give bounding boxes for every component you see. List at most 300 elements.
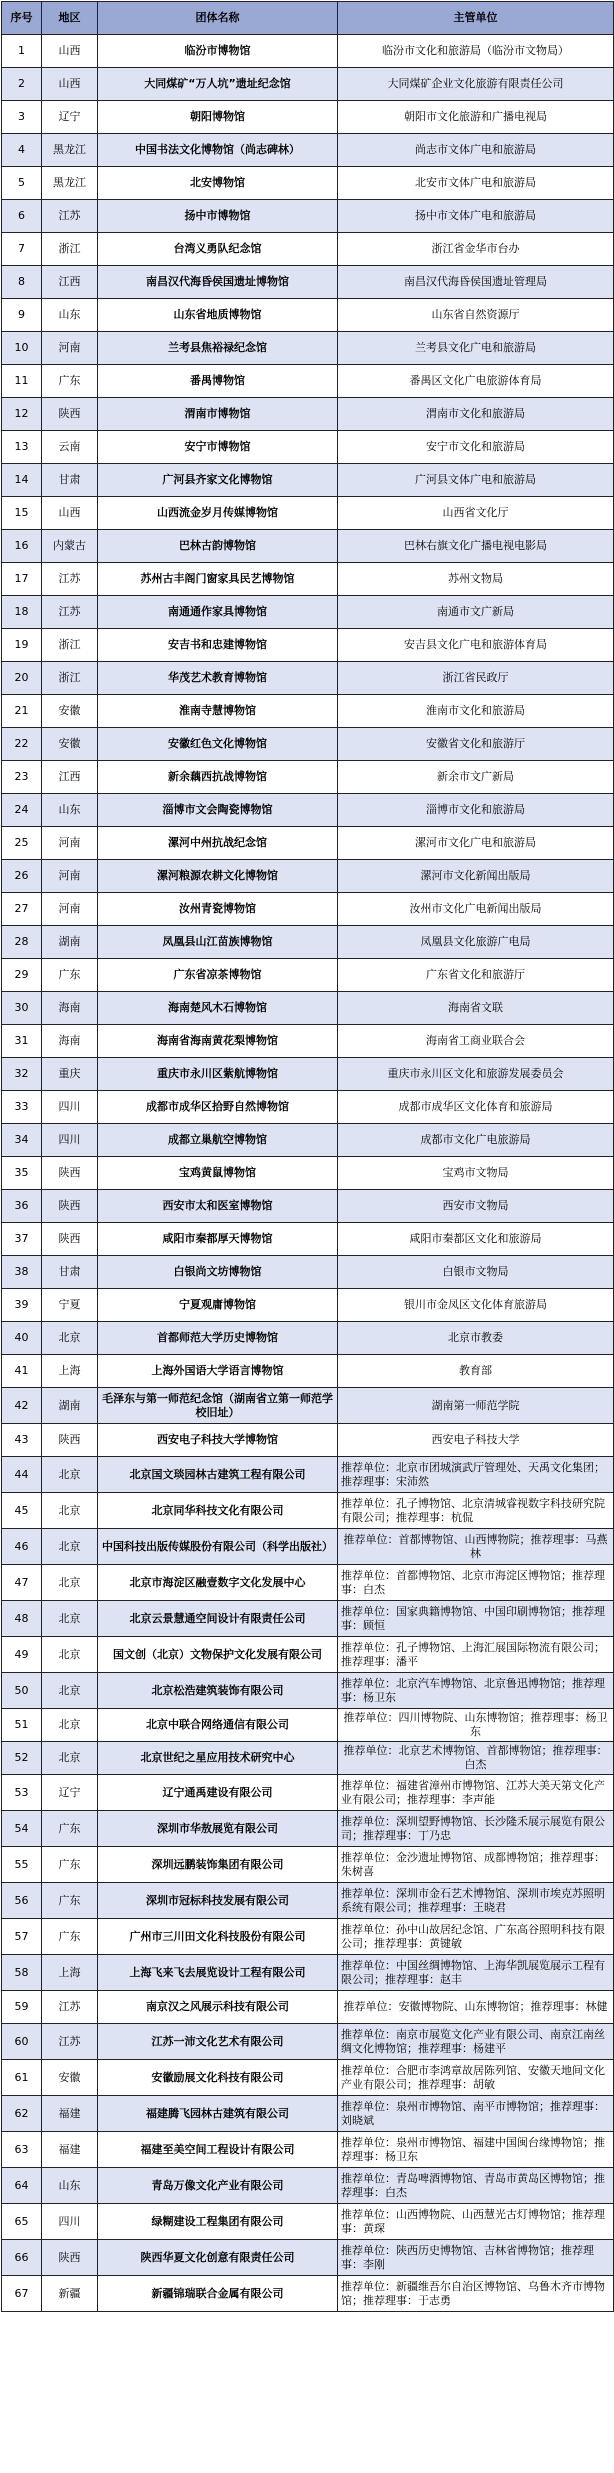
cell-region: 广东 xyxy=(42,365,98,398)
table-row xyxy=(2,596,614,629)
cell-region: 北京 xyxy=(42,1709,98,1742)
cell-region: 辽宁 xyxy=(42,1775,98,1811)
table-row xyxy=(2,332,614,365)
cell-name: 大同煤矿“万人坑”遗址纪念馆 xyxy=(98,68,338,101)
cell-unit: 教育部 xyxy=(338,1355,614,1388)
cell-region: 四川 xyxy=(42,2204,98,2240)
cell-no: 28 xyxy=(2,926,42,959)
cell-region: 陕西 xyxy=(42,1157,98,1190)
cell-unit: 湖南第一师范学院 xyxy=(338,1388,614,1424)
table-row xyxy=(2,1673,614,1709)
cell-region: 北京 xyxy=(42,1601,98,1637)
table-row xyxy=(2,1355,614,1388)
cell-region: 黑龙江 xyxy=(42,167,98,200)
cell-unit: 白银市文物局 xyxy=(338,1256,614,1289)
cell-name: 深圳市华敖展览有限公司 xyxy=(98,1811,338,1847)
cell-no: 62 xyxy=(2,2096,42,2132)
table-row xyxy=(2,1424,614,1457)
cell-name: 绿糊建设工程集团有限公司 xyxy=(98,2204,338,2240)
cell-unit: 推荐单位：陕西历史博物馆、吉林省博物馆；推荐理事：李刚 xyxy=(338,2240,614,2276)
cell-unit: 扬中市文体广电和旅游局 xyxy=(338,200,614,233)
cell-name: 北京云景慧通空间设计有限责任公司 xyxy=(98,1601,338,1637)
cell-region: 湖南 xyxy=(42,926,98,959)
cell-region: 江苏 xyxy=(42,1991,98,2024)
cell-name: 北京松浩建筑装饰有限公司 xyxy=(98,1673,338,1709)
cell-region: 浙江 xyxy=(42,662,98,695)
cell-unit: 银川市金凤区文化体育旅游局 xyxy=(338,1289,614,1322)
table-row xyxy=(2,827,614,860)
cell-region: 北京 xyxy=(42,1493,98,1529)
cell-unit: 推荐单位：北京市团城演武厅管理处、天禹文化集团；推荐理事：宋沛然 xyxy=(338,1457,614,1493)
cell-unit: 北安市文体广电和旅游局 xyxy=(338,167,614,200)
cell-no: 60 xyxy=(2,2024,42,2060)
cell-name: 南通通作家具博物馆 xyxy=(98,596,338,629)
cell-no: 47 xyxy=(2,1565,42,1601)
cell-region: 北京 xyxy=(42,1529,98,1565)
cell-unit: 淄博市文化和旅游局 xyxy=(338,794,614,827)
cell-no: 67 xyxy=(2,2276,42,2312)
cell-name: 青岛万像文化产业有限公司 xyxy=(98,2168,338,2204)
cell-no: 35 xyxy=(2,1157,42,1190)
cell-region: 山东 xyxy=(42,299,98,332)
cell-name: 临汾市博物馆 xyxy=(98,35,338,68)
cell-name: 西安电子科技大学博物馆 xyxy=(98,1424,338,1457)
cell-unit: 推荐单位：四川博物院、山东博物馆；推荐理事：杨卫东 xyxy=(338,1709,614,1742)
cell-unit: 推荐单位：国家典籍博物馆、中国印刷博物馆；推荐理事：顾恒 xyxy=(338,1601,614,1637)
cell-region: 福建 xyxy=(42,2096,98,2132)
cell-name: 广河县齐家文化博物馆 xyxy=(98,464,338,497)
cell-unit: 推荐单位：北京汽车博物馆、北京鲁迅博物馆；推荐理事：杨卫东 xyxy=(338,1673,614,1709)
table-row xyxy=(2,1157,614,1190)
cell-unit: 咸阳市秦都区文化和旅游局 xyxy=(338,1223,614,1256)
cell-unit: 推荐单位：首都博物馆、北京市海淀区博物馆；推荐理事：白杰 xyxy=(338,1565,614,1601)
table-row xyxy=(2,1025,614,1058)
cell-no: 44 xyxy=(2,1457,42,1493)
cell-region: 宁夏 xyxy=(42,1289,98,1322)
table-row xyxy=(2,563,614,596)
table-row xyxy=(2,926,614,959)
table-row xyxy=(2,134,614,167)
table-row xyxy=(2,1991,614,2024)
table-row xyxy=(2,1742,614,1775)
table-row xyxy=(2,1289,614,1322)
cell-region: 山东 xyxy=(42,2168,98,2204)
cell-no: 38 xyxy=(2,1256,42,1289)
cell-no: 16 xyxy=(2,530,42,563)
table-row xyxy=(2,1457,614,1493)
cell-unit: 浙江省民政厅 xyxy=(338,662,614,695)
table-row xyxy=(2,266,614,299)
cell-region: 北京 xyxy=(42,1565,98,1601)
cell-region: 上海 xyxy=(42,1355,98,1388)
cell-name: 安吉书和忠建博物馆 xyxy=(98,629,338,662)
cell-region: 陕西 xyxy=(42,398,98,431)
cell-unit: 推荐单位：孙中山故居纪念馆、广东高谷照明科技有限公司；推荐理事：黄键敏 xyxy=(338,1919,614,1955)
cell-name: 淄博市文会陶瓷博物馆 xyxy=(98,794,338,827)
cell-unit: 推荐单位：中国丝绸博物馆、上海华凯展览展示工程有限公司；推荐理事：赵丰 xyxy=(338,1955,614,1991)
cell-unit: 淮南市文化和旅游局 xyxy=(338,695,614,728)
table-row xyxy=(2,1565,614,1601)
table-row xyxy=(2,68,614,101)
cell-no: 40 xyxy=(2,1322,42,1355)
cell-name: 山西流金岁月传媒博物馆 xyxy=(98,497,338,530)
table-row xyxy=(2,299,614,332)
cell-region: 甘肃 xyxy=(42,1256,98,1289)
cell-region: 江西 xyxy=(42,266,98,299)
cell-unit: 北京市教委 xyxy=(338,1322,614,1355)
cell-unit: 推荐单位：孔子博物馆、上海汇展国际物流有限公司；推荐理事：潘平 xyxy=(338,1637,614,1673)
cell-unit: 推荐单位：孔子博物馆、北京清城睿视数字科技研究院有限公司；推荐理事：杭侃 xyxy=(338,1493,614,1529)
cell-name: 白银尚文坊博物馆 xyxy=(98,1256,338,1289)
table-row xyxy=(2,431,614,464)
cell-no: 49 xyxy=(2,1637,42,1673)
table-row xyxy=(2,695,614,728)
table-row xyxy=(2,101,614,134)
cell-name: 宁夏观庸博物馆 xyxy=(98,1289,338,1322)
cell-unit: 巴林右旗文化广播电视电影局 xyxy=(338,530,614,563)
cell-no: 17 xyxy=(2,563,42,596)
table-row xyxy=(2,2060,614,2096)
cell-unit: 推荐单位：南京市展览文化产业有限公司、南京江南丝绸文化博物馆；推荐理事：杨建平 xyxy=(338,2024,614,2060)
cell-unit: 临汾市文化和旅游局（临汾市文物局） xyxy=(338,35,614,68)
cell-no: 6 xyxy=(2,200,42,233)
cell-unit: 汝州市文化广电新闻出版局 xyxy=(338,893,614,926)
cell-name: 凤凰县山江苗族博物馆 xyxy=(98,926,338,959)
cell-unit: 山西省文化厅 xyxy=(338,497,614,530)
cell-no: 45 xyxy=(2,1493,42,1529)
cell-no: 11 xyxy=(2,365,42,398)
cell-unit: 推荐单位：深圳望野博物馆、长沙隆禾展示展览有限公司；推荐理事：丁乃忠 xyxy=(338,1811,614,1847)
cell-region: 黑龙江 xyxy=(42,134,98,167)
cell-region: 浙江 xyxy=(42,233,98,266)
cell-no: 24 xyxy=(2,794,42,827)
cell-region: 北京 xyxy=(42,1742,98,1775)
cell-no: 41 xyxy=(2,1355,42,1388)
cell-no: 65 xyxy=(2,2204,42,2240)
table-row xyxy=(2,464,614,497)
cell-unit: 尚志市文体广电和旅游局 xyxy=(338,134,614,167)
table-row xyxy=(2,1601,614,1637)
cell-name: 南京汉之风展示科技有限公司 xyxy=(98,1991,338,2024)
table-row xyxy=(2,1883,614,1919)
cell-unit: 广东省文化和旅游厅 xyxy=(338,959,614,992)
table-row xyxy=(2,1190,614,1223)
cell-name: 北京市海淀区融壹数字文化发展中心 xyxy=(98,1565,338,1601)
cell-name: 北京国文琰园林古建筑工程有限公司 xyxy=(98,1457,338,1493)
cell-region: 江苏 xyxy=(42,563,98,596)
cell-region: 广东 xyxy=(42,1847,98,1883)
cell-name: 淮南寺慧博物馆 xyxy=(98,695,338,728)
table-row xyxy=(2,1388,614,1424)
cell-no: 48 xyxy=(2,1601,42,1637)
cell-no: 2 xyxy=(2,68,42,101)
cell-region: 陕西 xyxy=(42,1190,98,1223)
cell-no: 21 xyxy=(2,695,42,728)
table-row xyxy=(2,1637,614,1673)
cell-no: 55 xyxy=(2,1847,42,1883)
cell-name: 海南楚风木石博物馆 xyxy=(98,992,338,1025)
table-row xyxy=(2,1256,614,1289)
cell-no: 9 xyxy=(2,299,42,332)
cell-no: 22 xyxy=(2,728,42,761)
table-row xyxy=(2,728,614,761)
table-row xyxy=(2,959,614,992)
cell-no: 64 xyxy=(2,2168,42,2204)
cell-no: 31 xyxy=(2,1025,42,1058)
cell-no: 8 xyxy=(2,266,42,299)
table-row xyxy=(2,2168,614,2204)
cell-unit: 新余市文广新局 xyxy=(338,761,614,794)
table-row xyxy=(2,761,614,794)
cell-region: 广东 xyxy=(42,1883,98,1919)
cell-region: 重庆 xyxy=(42,1058,98,1091)
cell-name: 中国科技出版传媒股份有限公司（科学出版社） xyxy=(98,1529,338,1565)
table-row xyxy=(2,1919,614,1955)
cell-name: 安徽红色文化博物馆 xyxy=(98,728,338,761)
cell-unit: 推荐单位：金沙遗址博物馆、成都博物馆；推荐理事：朱树喜 xyxy=(338,1847,614,1883)
cell-name: 山东省地质博物馆 xyxy=(98,299,338,332)
cell-region: 甘肃 xyxy=(42,464,98,497)
cell-name: 福建至美空间工程设计有限公司 xyxy=(98,2132,338,2168)
cell-region: 山西 xyxy=(42,35,98,68)
table-row xyxy=(2,497,614,530)
cell-unit: 渭南市文化和旅游局 xyxy=(338,398,614,431)
cell-name: 江苏一沛文化艺术有限公司 xyxy=(98,2024,338,2060)
table-row xyxy=(2,2024,614,2060)
cell-no: 25 xyxy=(2,827,42,860)
cell-no: 43 xyxy=(2,1424,42,1457)
cell-no: 33 xyxy=(2,1091,42,1124)
table-row xyxy=(2,662,614,695)
cell-unit: 山东省自然资源厅 xyxy=(338,299,614,332)
cell-no: 3 xyxy=(2,101,42,134)
cell-no: 46 xyxy=(2,1529,42,1565)
cell-name: 成都市成华区拾野自然博物馆 xyxy=(98,1091,338,1124)
cell-name: 巴林古韵博物馆 xyxy=(98,530,338,563)
table-row xyxy=(2,1955,614,1991)
cell-unit: 推荐单位：安徽博物院、山东博物馆；推荐理事：林健 xyxy=(338,1991,614,2024)
header-no: 序号 xyxy=(2,2,42,35)
cell-no: 53 xyxy=(2,1775,42,1811)
table-row xyxy=(2,1322,614,1355)
cell-region: 内蒙古 xyxy=(42,530,98,563)
cell-name: 中国书法文化博物馆（尚志碑林） xyxy=(98,134,338,167)
table-row xyxy=(2,1811,614,1847)
cell-name: 成都立巢航空博物馆 xyxy=(98,1124,338,1157)
cell-name: 华茂艺术教育博物馆 xyxy=(98,662,338,695)
cell-no: 63 xyxy=(2,2132,42,2168)
cell-name: 咸阳市秦都厚天博物馆 xyxy=(98,1223,338,1256)
cell-no: 58 xyxy=(2,1955,42,1991)
cell-name: 兰考县焦裕禄纪念馆 xyxy=(98,332,338,365)
cell-no: 15 xyxy=(2,497,42,530)
cell-name: 汝州青瓷博物馆 xyxy=(98,893,338,926)
cell-no: 4 xyxy=(2,134,42,167)
table-row xyxy=(2,1124,614,1157)
cell-unit: 安宁市文化和旅游局 xyxy=(338,431,614,464)
header-row xyxy=(2,2,614,35)
cell-region: 广东 xyxy=(42,959,98,992)
header-name: 团体名称 xyxy=(98,2,338,35)
cell-region: 四川 xyxy=(42,1124,98,1157)
cell-no: 10 xyxy=(2,332,42,365)
cell-no: 57 xyxy=(2,1919,42,1955)
cell-region: 安徽 xyxy=(42,2060,98,2096)
cell-name: 上海外国语大学语言博物馆 xyxy=(98,1355,338,1388)
table-row xyxy=(2,1493,614,1529)
cell-unit: 成都市文化广电旅游局 xyxy=(338,1124,614,1157)
cell-no: 14 xyxy=(2,464,42,497)
cell-region: 江苏 xyxy=(42,596,98,629)
cell-region: 河南 xyxy=(42,827,98,860)
cell-no: 12 xyxy=(2,398,42,431)
cell-region: 新疆 xyxy=(42,2276,98,2312)
cell-name: 首都师范大学历史博物馆 xyxy=(98,1322,338,1355)
table-row xyxy=(2,233,614,266)
cell-unit: 成都市成华区文化体育和旅游局 xyxy=(338,1091,614,1124)
cell-no: 19 xyxy=(2,629,42,662)
cell-region: 广东 xyxy=(42,1919,98,1955)
cell-unit: 推荐单位：首都博物馆、山西博物院；推荐理事：马燕林 xyxy=(338,1529,614,1565)
table-row xyxy=(2,794,614,827)
cell-unit: 西安电子科技大学 xyxy=(338,1424,614,1457)
cell-region: 云南 xyxy=(42,431,98,464)
cell-no: 66 xyxy=(2,2240,42,2276)
table-row xyxy=(2,1529,614,1565)
cell-unit: 推荐单位：福建省漳州市博物馆、江苏大美天第文化产业有限公司；推荐理事：李声能 xyxy=(338,1775,614,1811)
cell-name: 安宁市博物馆 xyxy=(98,431,338,464)
cell-region: 山西 xyxy=(42,497,98,530)
cell-region: 湖南 xyxy=(42,1388,98,1424)
cell-unit: 海南省工商业联合会 xyxy=(338,1025,614,1058)
table-row xyxy=(2,1775,614,1811)
cell-unit: 漯河市文化新闻出版局 xyxy=(338,860,614,893)
table-row xyxy=(2,2240,614,2276)
cell-name: 广州市三川田文化科技股份有限公司 xyxy=(98,1919,338,1955)
table-row xyxy=(2,2276,614,2312)
cell-name: 南昌汉代海昏侯国遗址博物馆 xyxy=(98,266,338,299)
cell-name: 北京同华科技文化有限公司 xyxy=(98,1493,338,1529)
cell-name: 新疆锦瑞联合金属有限公司 xyxy=(98,2276,338,2312)
cell-no: 1 xyxy=(2,35,42,68)
cell-unit: 南通市文广新局 xyxy=(338,596,614,629)
cell-no: 23 xyxy=(2,761,42,794)
cell-name: 朝阳博物馆 xyxy=(98,101,338,134)
table-row xyxy=(2,167,614,200)
cell-name: 北京世纪之星应用技术研究中心 xyxy=(98,1742,338,1775)
cell-unit: 朝阳市文化旅游和广播电视局 xyxy=(338,101,614,134)
cell-no: 26 xyxy=(2,860,42,893)
cell-unit: 南昌汉代海昏侯国遗址管理局 xyxy=(338,266,614,299)
cell-name: 毛泽东与第一师范纪念馆（湖南省立第一师范学校旧址） xyxy=(98,1388,338,1424)
cell-no: 34 xyxy=(2,1124,42,1157)
cell-unit: 推荐单位：北京艺术博物馆、首都博物馆；推荐理事：白杰 xyxy=(338,1742,614,1775)
cell-unit: 海南省文联 xyxy=(338,992,614,1025)
cell-name: 深圳市冠标科技发展有限公司 xyxy=(98,1883,338,1919)
cell-unit: 推荐单位：泉州市博物馆、福建中国闽台缘博物馆；推荐理事：杨卫东 xyxy=(338,2132,614,2168)
cell-no: 37 xyxy=(2,1223,42,1256)
cell-no: 27 xyxy=(2,893,42,926)
table-row xyxy=(2,2132,614,2168)
cell-name: 北安博物馆 xyxy=(98,167,338,200)
cell-name: 辽宁通禹建设有限公司 xyxy=(98,1775,338,1811)
table-row xyxy=(2,365,614,398)
cell-unit: 番禺区文化广电旅游体育局 xyxy=(338,365,614,398)
cell-no: 56 xyxy=(2,1883,42,1919)
cell-unit: 安吉县文化广电和旅游体育局 xyxy=(338,629,614,662)
table-row xyxy=(2,860,614,893)
member-table xyxy=(1,1,614,2312)
cell-no: 61 xyxy=(2,2060,42,2096)
cell-region: 海南 xyxy=(42,992,98,1025)
cell-name: 渭南市博物馆 xyxy=(98,398,338,431)
cell-name: 北京中联合网络通信有限公司 xyxy=(98,1709,338,1742)
table-row xyxy=(2,398,614,431)
cell-no: 20 xyxy=(2,662,42,695)
cell-region: 陕西 xyxy=(42,1424,98,1457)
cell-region: 广东 xyxy=(42,1811,98,1847)
cell-region: 海南 xyxy=(42,1025,98,1058)
cell-no: 39 xyxy=(2,1289,42,1322)
cell-unit: 宝鸡市文物局 xyxy=(338,1157,614,1190)
cell-region: 江苏 xyxy=(42,200,98,233)
cell-unit: 浙江省金华市台办 xyxy=(338,233,614,266)
cell-name: 安徽励展文化科技有限公司 xyxy=(98,2060,338,2096)
cell-region: 北京 xyxy=(42,1322,98,1355)
table-row xyxy=(2,200,614,233)
cell-name: 上海飞来飞去展览设计工程有限公司 xyxy=(98,1955,338,1991)
table-row xyxy=(2,629,614,662)
cell-region: 四川 xyxy=(42,1091,98,1124)
cell-name: 番禺博物馆 xyxy=(98,365,338,398)
cell-no: 32 xyxy=(2,1058,42,1091)
table-row xyxy=(2,35,614,68)
cell-unit: 兰考县文化广电和旅游局 xyxy=(338,332,614,365)
cell-name: 漯河粮源农耕文化博物馆 xyxy=(98,860,338,893)
cell-unit: 推荐单位：青岛啤酒博物馆、青岛市黄岛区博物馆；推荐理事：白杰 xyxy=(338,2168,614,2204)
cell-unit: 推荐单位：泉州市博物馆、南平市博物馆；推荐理事：刘晓斌 xyxy=(338,2096,614,2132)
cell-region: 陕西 xyxy=(42,2240,98,2276)
cell-name: 扬中市博物馆 xyxy=(98,200,338,233)
cell-unit: 凤凰县文化旅游广电局 xyxy=(338,926,614,959)
table-row xyxy=(2,1847,614,1883)
cell-unit: 推荐单位：合肥市李鸿章故居陈列馆、安徽天地间文化产业有限公司；推荐理事：胡敏 xyxy=(338,2060,614,2096)
cell-unit: 大同煤矿企业文化旅游有限责任公司 xyxy=(338,68,614,101)
cell-no: 50 xyxy=(2,1673,42,1709)
cell-region: 浙江 xyxy=(42,629,98,662)
cell-name: 国文创（北京）文物保护文化发展有限公司 xyxy=(98,1637,338,1673)
cell-region: 河南 xyxy=(42,860,98,893)
cell-region: 安徽 xyxy=(42,728,98,761)
table-row xyxy=(2,1709,614,1742)
cell-region: 陕西 xyxy=(42,1223,98,1256)
table-row xyxy=(2,893,614,926)
cell-region: 北京 xyxy=(42,1673,98,1709)
table-row xyxy=(2,2096,614,2132)
cell-no: 5 xyxy=(2,167,42,200)
cell-name: 苏州古丰阁门窗家具民艺博物馆 xyxy=(98,563,338,596)
cell-name: 海南省海南黄花梨博物馆 xyxy=(98,1025,338,1058)
table-row xyxy=(2,1091,614,1124)
table-row xyxy=(2,530,614,563)
cell-region: 福建 xyxy=(42,2132,98,2168)
table-row xyxy=(2,1058,614,1091)
cell-no: 30 xyxy=(2,992,42,1025)
cell-unit: 漯河市文化广电和旅游局 xyxy=(338,827,614,860)
cell-no: 36 xyxy=(2,1190,42,1223)
cell-name: 重庆市永川区紫航博物馆 xyxy=(98,1058,338,1091)
cell-unit: 重庆市永川区文化和旅游发展委员会 xyxy=(338,1058,614,1091)
